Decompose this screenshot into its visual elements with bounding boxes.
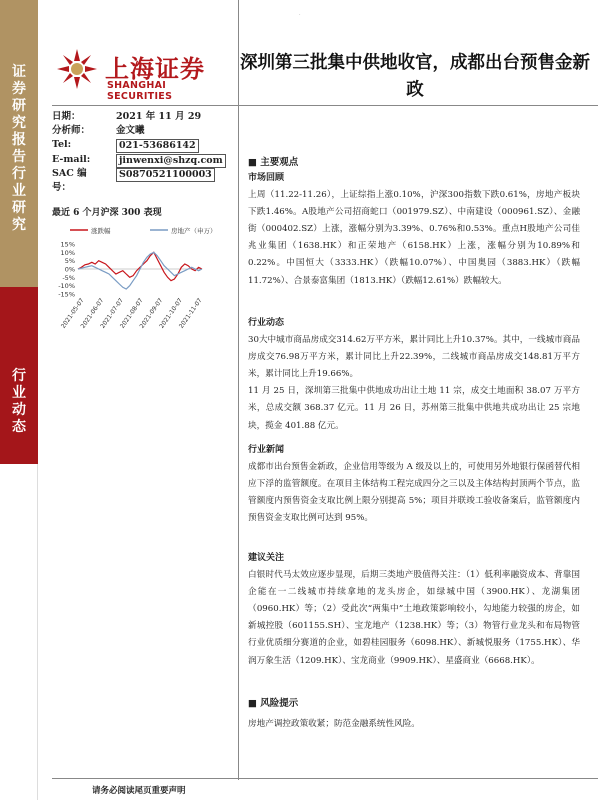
suggestions-section (248, 550, 580, 670)
x-tick-label: 2021-08-07 (118, 297, 145, 330)
meta-tel (52, 138, 234, 152)
report-title: 深圳第三批集中供地收官，成都出台预售金新政 (240, 53, 590, 100)
y-tick-label: -5% (62, 273, 75, 282)
x-tick-label: 2021-05-07 (59, 297, 86, 330)
legend-label: 涨跌幅 (91, 227, 111, 235)
x-tick-label: 2021-10-07 (158, 297, 184, 330)
performance-chart (52, 222, 234, 342)
column-divider (238, 0, 239, 780)
risk-text: 房地产调控政策收紧；防范金融系统性风险。 (248, 719, 420, 730)
footer-divider (52, 778, 598, 779)
meta-sac-cont (52, 181, 234, 195)
industry-news-text: 成都市出台预售金新政，企业信用等级为 A 级及以上的，可使用另外地银行保函替代相应下浮的监管额度。在项目主体结构工程完成四分之三以及主体结构封顶两个节点，监管额度内预售资金支取比例上限分别提高 5%；项目并联竣工验收备案后，监管额度内预售资金支取比例可达到 95%。 (248, 462, 580, 524)
main-view-heading (248, 154, 580, 171)
logo-english-name: SHANGHAI SECURITIES (107, 80, 173, 102)
risk-heading (248, 695, 580, 712)
meta-value: S0870521100003 (116, 168, 215, 182)
meta-label: 号： (52, 181, 72, 193)
market-review-section (248, 170, 580, 290)
meta-value[interactable]: jinwenxi@shzq.com (116, 154, 226, 168)
suggestions-text: 白银时代马太效应逐步显现，后期三类地产股值得关注：（1）低利率融资成本、背靠国企能在一二线城市持续拿地的龙头房企，如绿城中国（3900.HK）、龙湖集团（0960.HK）等；（2）受此次“两集中”土地政策影响较小，勾地能力较强的房企，如新城控股（601155.SH）、宝龙地产（1238.HK）等；（3）物管行业龙头和布局物管行业优质细分赛道的企业，如碧桂园服务（6098.HK）、新城悦服务（1755.HK）、华润万象生活（1209.HK）、宝龙商业（9909.HK）、星盛商业（6668.HK）。 (248, 570, 580, 666)
sidebar-report-type: 证券研究报告 行业研究 (12, 64, 26, 233)
meta-date (52, 110, 234, 124)
legend-label: 房地产（申万） (171, 227, 217, 235)
meta-value: 2021 年 11 月 29 (116, 111, 202, 122)
section-square-icon: ■ (248, 698, 261, 709)
logo-mark-icon (55, 47, 99, 91)
meta-label: SAC 编 (52, 167, 87, 179)
industry-dynamics-section (248, 315, 580, 435)
industry-news-heading: 行业新闻 (248, 445, 285, 455)
meta-email (52, 153, 234, 167)
x-tick-label: 2021-11-07 (177, 297, 204, 330)
report-meta (52, 110, 234, 195)
industry-dynamics-text-2: 11 月 25 日，深圳第三批集中供地成功出让土地 11 宗，成交土地面积 38.07 万平方米，总成交额 368.37 亿元。11 月 26 日，苏州第三批集中供地共成功出让 25 宗地块，揽金 401.88 亿元。 (248, 386, 580, 431)
meta-label: E-mail: (52, 153, 91, 165)
main-view-title: 主要观点 (260, 157, 299, 168)
risk-section (248, 695, 580, 733)
header-divider (52, 105, 598, 106)
meta-value: 金文曦 (116, 125, 145, 137)
y-tick-label: 0% (64, 265, 75, 274)
x-tick-label: 2021-06-07 (79, 297, 106, 330)
logo-chinese-name: 上海证券 (105, 55, 205, 83)
footer-disclaimer[interactable]: 请务必阅读尾页重要声明 (92, 786, 186, 796)
x-tick-label: 2021-09-07 (138, 297, 165, 330)
company-logo (55, 47, 225, 102)
meta-analyst (52, 124, 234, 138)
risk-title: 风险提示 (260, 698, 299, 709)
market-review-text: 上周（11.22-11.26），上证综指上涨0.10%，沪深300指数下跌0.61%，房地产板块下跌1.46%。A股地产公司招商蛇口（001979.SZ）、中南建设（000961.SZ）、金融街（000402.SZ）上涨，涨幅分别为3.39%、0.76%和0.53%。重点H股地产公司佳兆业集团（1638.HK）和正荣地产（6158.HK）上涨，涨幅分别为10.89%和0.22%。中国恒大（3333.HK）（跌幅10.07%）、中国奥园（3883.HK）（跌幅11.72%）、合景泰富集团（1813.HK）（跌幅12.61%）跌幅较大。 (248, 190, 580, 286)
y-tick-label: -10% (58, 282, 75, 291)
series-line (78, 252, 202, 280)
meta-label: 分析师： (52, 125, 91, 137)
industry-dynamics-heading: 行业动态 (248, 318, 285, 328)
section-square-icon: ■ (248, 157, 261, 168)
series-line (78, 252, 202, 289)
suggestions-heading: 建议关注 (248, 553, 285, 563)
chart-title: 最近 6 个月沪深 300 表现 (52, 208, 162, 218)
top-dot: · (299, 12, 301, 18)
meta-value: 021-53686142 (116, 139, 199, 153)
sidebar-bottom-band (0, 464, 38, 800)
meta-label: Tel: (52, 139, 72, 151)
industry-dynamics-text-1: 30大中城市商品房成交314.62万平方米，累计同比上升10.37%。其中，一线城市商品房成交76.98万平方米，累计同比上升22.39%，二线城市商品房成交148.81万平方米，累计同比上升19.66%。 (248, 335, 580, 380)
meta-sac (52, 167, 234, 181)
chart-svg (52, 222, 234, 342)
market-review-heading: 市场回顾 (248, 173, 285, 183)
meta-label: 日期： (52, 111, 81, 122)
y-tick-label: 15% (60, 240, 75, 249)
y-tick-label: 5% (64, 257, 75, 266)
sidebar-category: 行业动态 (12, 368, 26, 435)
y-tick-label: 10% (60, 248, 75, 257)
industry-news-section (248, 442, 580, 527)
y-tick-label: -15% (58, 290, 75, 299)
main-view-section (248, 154, 580, 171)
x-tick-label: 2021-07-07 (99, 297, 125, 330)
